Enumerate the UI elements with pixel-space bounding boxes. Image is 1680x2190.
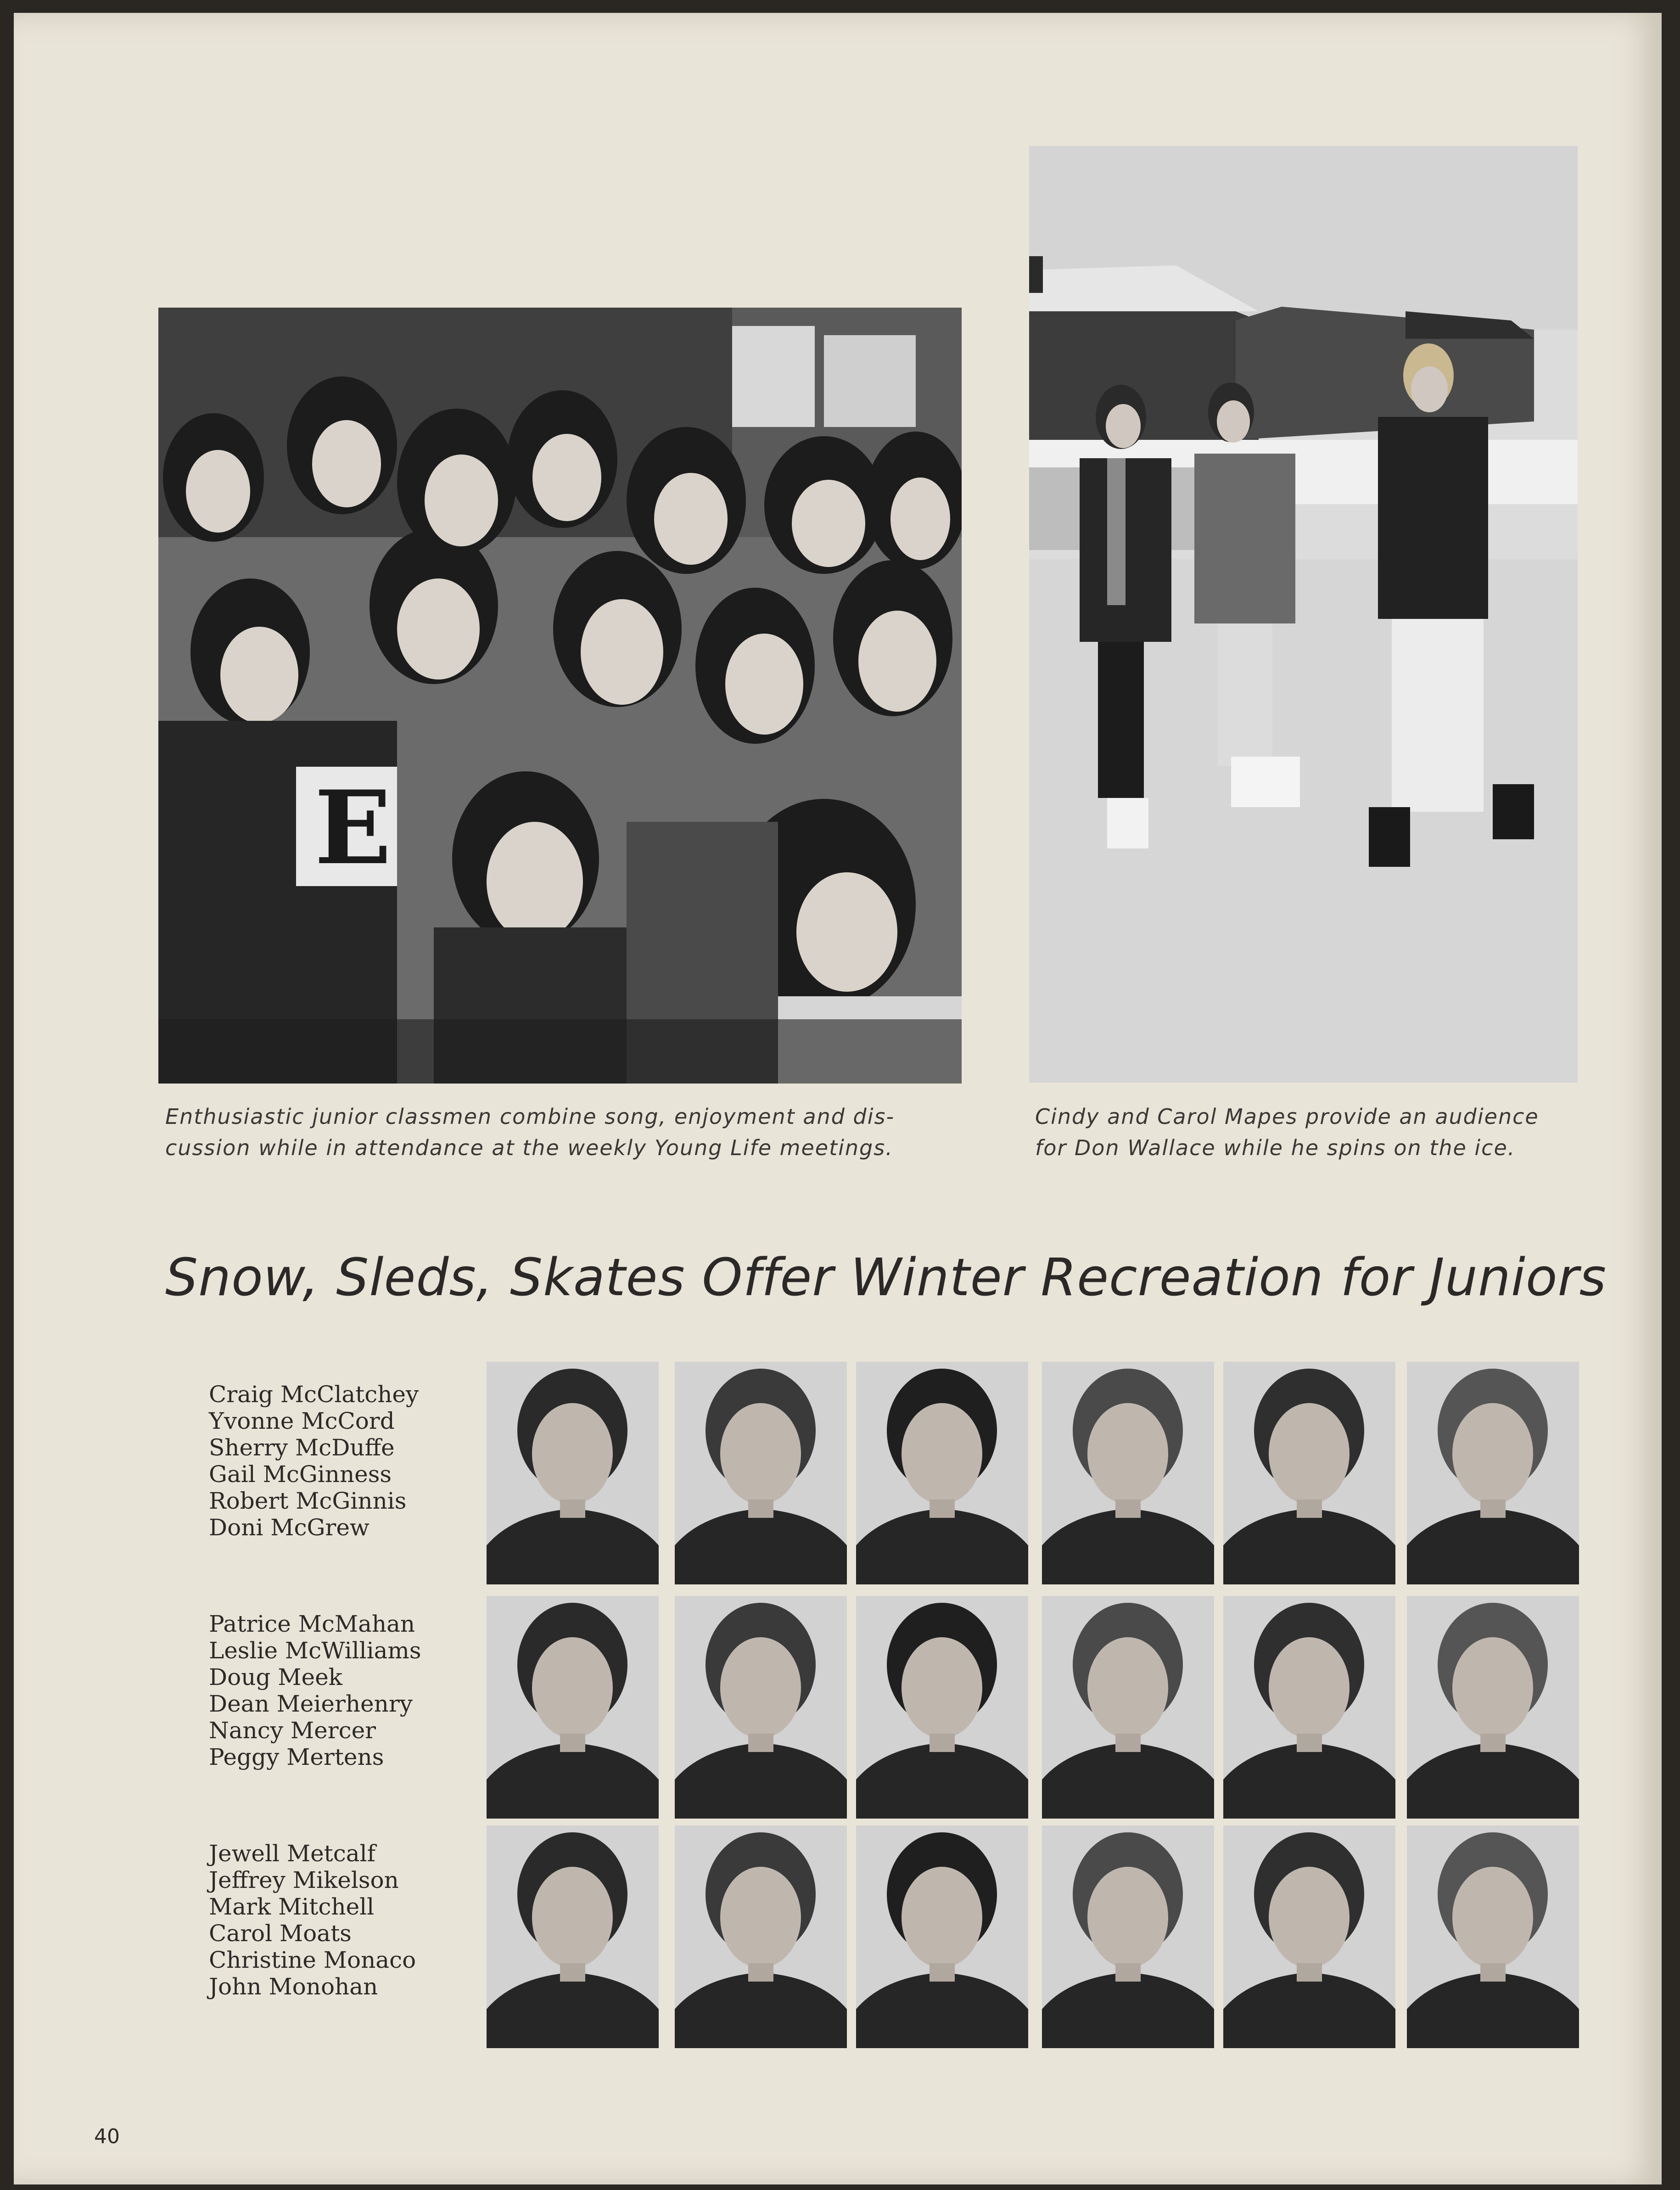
young-life-caption-line-2: cussion while in attendance at the weekly Young Life meetings.: [165, 1135, 893, 1160]
student-portrait: [1223, 1825, 1395, 2048]
student-portrait: [1223, 1362, 1395, 1584]
skating-caption-line-1: Cindy and Carol Mapes provide an audience: [1035, 1104, 1539, 1129]
student-name: Nancy Mercer: [209, 1717, 376, 1744]
student-name: Jeffrey Mikelson: [209, 1867, 399, 1893]
student-portrait: [675, 1825, 847, 2048]
student-name: Doni McGrew: [209, 1514, 370, 1541]
skating-caption-line-2: for Don Wallace while he spins on the ice.: [1035, 1135, 1516, 1160]
student-portrait: [487, 1825, 659, 2048]
yearbook-page: [14, 13, 1662, 2184]
student-portrait: [1407, 1825, 1579, 2048]
student-portrait: [856, 1362, 1028, 1584]
svg-text:E: E: [314, 768, 392, 887]
name-list-row-2: [209, 1611, 421, 1770]
student-portrait: [1407, 1362, 1579, 1584]
student-portrait: [856, 1825, 1028, 2048]
student-portrait: [856, 1596, 1028, 1819]
student-portrait: [1042, 1825, 1214, 2048]
student-portrait: [487, 1362, 659, 1584]
student-name: Mark Mitchell: [209, 1893, 375, 1920]
student-name: Jewell Metcalf: [209, 1840, 376, 1867]
student-name: Yvonne McCord: [209, 1408, 395, 1434]
name-list-row-3: [209, 1840, 416, 2000]
student-name: Patrice McMahan: [209, 1611, 415, 1637]
young-life-caption-line-1: Enthusiastic junior classmen combine song, enjoyment and dis-: [165, 1104, 895, 1129]
student-name: Christine Monaco: [209, 1947, 416, 1973]
page-number: 40: [94, 2125, 120, 2148]
student-portrait: [1223, 1596, 1395, 1819]
student-portrait: [1042, 1596, 1214, 1819]
student-portrait: [675, 1362, 847, 1584]
skating-caption: [1035, 1101, 1581, 1163]
ice-skating-photo: [1029, 146, 1578, 1083]
student-name: Doug Meek: [209, 1664, 342, 1690]
student-name: Robert McGinnis: [209, 1488, 407, 1514]
student-portrait: [1407, 1596, 1579, 1819]
student-portrait: [675, 1596, 847, 1819]
page-headline: Snow, Sleds, Skates Offer Winter Recreation for Juniors: [165, 1248, 1607, 1308]
student-name: Peggy Mertens: [209, 1744, 384, 1770]
young-life-meeting-photo: [158, 308, 962, 1084]
student-name: Dean Meierhenry: [209, 1690, 413, 1717]
student-name: Craig McClatchey: [209, 1381, 419, 1408]
student-name: Gail McGinness: [209, 1461, 392, 1488]
young-life-caption: [165, 1101, 959, 1163]
student-name: Leslie McWilliams: [209, 1637, 421, 1664]
student-name: Carol Moats: [209, 1920, 352, 1947]
student-name: John Monohan: [209, 1973, 378, 2000]
student-name: Sherry McDuffe: [209, 1434, 395, 1461]
student-portrait: [1042, 1362, 1214, 1584]
name-list-row-1: [209, 1381, 419, 1541]
student-portrait: [487, 1596, 659, 1819]
